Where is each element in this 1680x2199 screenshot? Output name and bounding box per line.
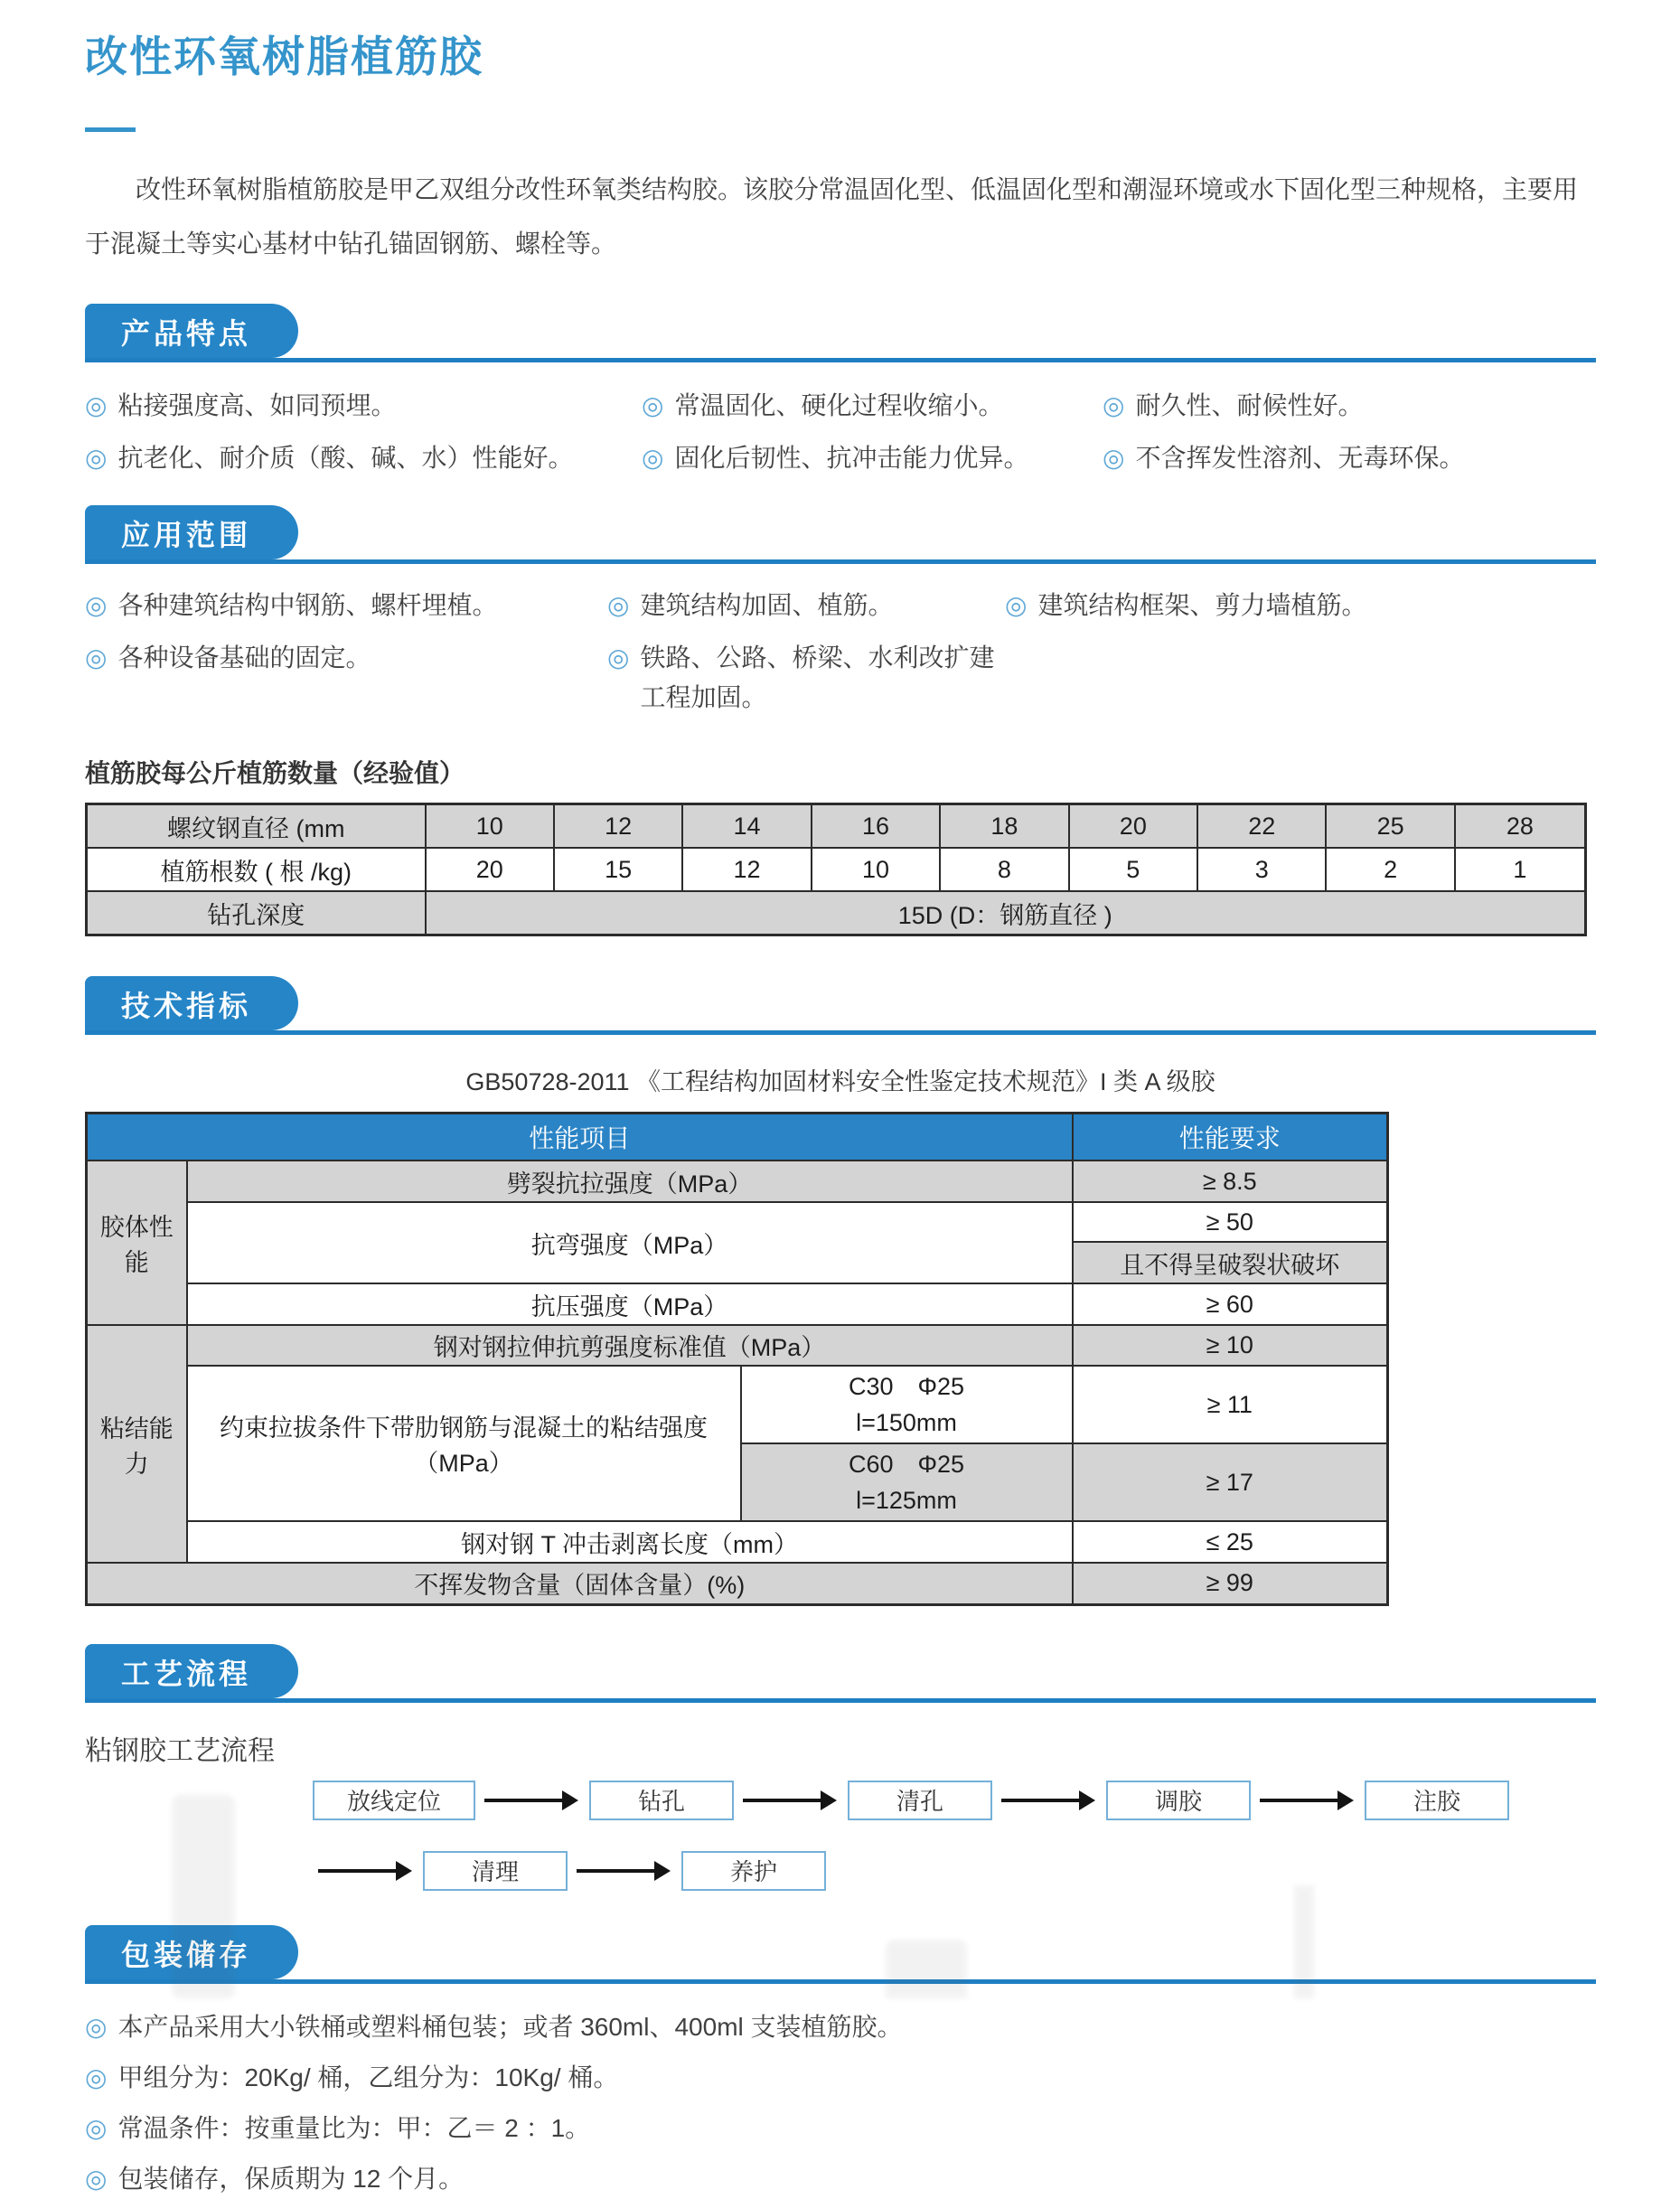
ring-bullet-icon: ◎ [85,391,108,419]
list-item [85,438,642,478]
ring-bullet-icon: ◎ [85,2012,108,2041]
application-text: 建筑结构加固、植筋。 [640,591,894,619]
feature-text: 常温固化、硬化过程收缩小。 [674,391,1004,419]
requirement-value: 且不得呈破裂状破坏 [1073,1242,1388,1283]
cell: 20 [1069,804,1197,849]
property-label: 抗压强度（MPa） [187,1283,1073,1325]
list-item [85,2159,1596,2199]
packaging-text: 包装储存，保质期为 12 个月。 [117,2164,465,2193]
flow-arrow-icon [743,1799,821,1802]
property-label: 抗弯强度（MPa） [187,1202,1073,1283]
cell: 3 [1197,848,1326,891]
features-badge: 产品特点 [85,304,298,358]
list-item [607,638,1005,718]
list-item [1103,386,1596,426]
cell: 15 [554,848,682,891]
section-packaging-header [85,1925,1596,1984]
tech-badge: 技术指标 [85,976,298,1030]
packaging-text: 常温条件：按重量比为：甲：乙＝ 2 ：1。 [117,2113,591,2142]
ring-bullet-icon: ◎ [642,391,664,419]
list-item [85,2007,1596,2047]
group-label: 胶体性能 [87,1161,187,1325]
process-flow-row2 [309,1849,1596,1893]
cell: 25 [1326,804,1454,849]
ring-bullet-icon: ◎ [85,2113,108,2142]
ring-bullet-icon: ◎ [642,444,664,472]
table-row [87,1521,1388,1563]
cell: 5 [1069,848,1197,891]
feature-text: 粘接强度高、如同预埋。 [117,391,397,419]
property-label: 不挥发物含量（固体含量）(%) [87,1563,1073,1604]
property-label: 劈裂抗拉强度（MPa） [187,1161,1073,1202]
column-header: 性能要求 [1073,1114,1388,1161]
cell: 12 [682,848,811,891]
list-item [642,386,1103,426]
table-row [87,1161,1388,1202]
applications-list [85,586,1596,718]
cell: 28 [1455,804,1586,849]
table-row [87,1366,1388,1443]
cell: 20 [426,848,554,891]
rebar-table-title: 植筋胶每公斤植筋数量（经验值） [85,759,465,787]
flow-arrow-icon [1001,1799,1079,1802]
flow-step: 放线定位 [313,1781,475,1820]
ring-bullet-icon: ◎ [1103,444,1125,472]
table-row [87,1283,1388,1325]
ring-bullet-icon: ◎ [1005,591,1028,619]
application-text: 建筑结构框架、剪力墙植筋。 [1037,591,1367,619]
feature-text: 固化后韧性、抗冲击能力优异。 [674,444,1029,472]
list-item [642,438,1103,478]
condition-line: C60 Φ25 [848,1451,965,1478]
list-item [85,2109,1596,2148]
packaging-list [85,2007,1596,2199]
section-features-header [85,304,1596,362]
condition-line: l=150mm [856,1409,957,1436]
flow-step: 注胶 [1365,1781,1509,1820]
page-title: 改性环氧树脂植筋胶 [85,33,483,80]
property-label: 钢对钢拉伸抗剪强度标准值（MPa） [187,1325,1073,1366]
ring-bullet-icon: ◎ [607,591,630,619]
application-text: 铁路、公路、桥梁、水利改扩建工程加固。 [640,644,995,711]
table-row [87,1325,1388,1366]
application-text: 各种设备基础的固定。 [117,644,371,672]
ring-bullet-icon: ◎ [85,644,108,672]
table-row [87,891,1586,935]
process-flow-row1 [313,1779,1596,1822]
table-row [87,804,1586,849]
requirement-value: ≥ 99 [1073,1563,1388,1604]
list-item [607,586,1005,625]
background-watermark [172,1795,235,1998]
list-item [85,386,642,426]
cell: 2 [1326,848,1454,891]
cell: 14 [682,804,811,849]
flow-arrow-icon [318,1869,396,1873]
cell: 16 [812,804,940,849]
feature-text: 耐久性、耐候性好。 [1135,391,1364,419]
feature-text: 抗老化、耐介质（酸、碱、水）性能好。 [117,444,574,472]
list-item [1103,438,1596,478]
cell: 8 [940,848,1068,891]
cell: 10 [812,848,940,891]
section-applications-header [85,505,1596,564]
requirement-value: ≥ 60 [1073,1283,1388,1325]
property-label: 钢对钢 T 冲击剥离长度（mm） [187,1521,1073,1563]
applications-badge: 应用范围 [85,505,298,559]
rebar-count-table [85,803,1587,936]
packaging-badge: 包装储存 [85,1925,298,1979]
ring-bullet-icon: ◎ [85,2164,108,2193]
group-label: 粘结能力 [87,1325,187,1563]
process-badge: 工艺流程 [85,1644,298,1698]
flow-step: 清孔 [848,1781,992,1820]
ring-bullet-icon: ◎ [1103,391,1125,419]
condition-line: l=125mm [856,1487,957,1514]
table-row [87,1563,1388,1604]
packaging-text: 本产品采用大小铁桶或塑料桶包装；或者 360ml、400ml 支装植筋胶。 [117,2012,903,2041]
flow-arrow-icon [484,1799,562,1802]
ring-bullet-icon: ◎ [85,591,108,619]
features-list [85,386,1596,478]
packaging-text: 甲组分为：20Kg/ 桶，乙组分为：10Kg/ 桶。 [117,2063,619,2091]
intro-paragraph: 改性环氧树脂植筋胶是甲乙双组分改性环氧类结构胶。该胶分常温固化型、低温固化型和潮湿环境或水下固化型三种规格，主要用于混凝土等实心基材中钻孔锚固钢筋、螺栓等。 [85,175,1579,258]
tech-spec-table [85,1112,1389,1606]
ring-bullet-icon: ◎ [85,2063,108,2091]
condition-cell [741,1443,1073,1521]
cell: 22 [1197,804,1326,849]
cell: 1 [1455,848,1586,891]
table-row [87,1202,1388,1242]
row-label: 植筋根数 ( 根 /kg) [87,848,426,891]
cell: 15D (D：钢筋直径 ) [426,891,1586,935]
condition-cell [741,1366,1073,1443]
section-tech-header [85,976,1596,1035]
cell: 12 [554,804,682,849]
list-item [1005,586,1596,625]
title-underline [85,127,136,132]
list-item [85,586,607,625]
requirement-value: ≥ 8.5 [1073,1161,1388,1202]
table-row [87,1114,1388,1161]
ring-bullet-icon: ◎ [85,444,108,472]
background-watermark [886,1940,967,1998]
list-item [85,638,607,718]
flow-step: 调胶 [1106,1781,1251,1820]
process-subtitle: 粘钢胶工艺流程 [85,1735,275,1766]
table-row [87,848,1586,891]
flow-step: 养护 [681,1851,826,1891]
property-label: 约束拉拔条件下带肋钢筋与混凝土的粘结强度（MPa） [187,1366,741,1521]
background-watermark [1294,1885,1314,1998]
list-item [85,2058,1596,2098]
flow-arrow-icon [577,1869,654,1873]
requirement-value: ≥ 11 [1073,1366,1388,1443]
cell: 10 [426,804,554,849]
flow-step: 清理 [423,1851,568,1891]
feature-text: 不含挥发性溶剂、无毒环保。 [1135,444,1465,472]
flow-arrow-icon [1260,1799,1337,1802]
ring-bullet-icon: ◎ [607,644,630,672]
flow-step: 钻孔 [589,1781,734,1820]
condition-line: C30 Φ25 [848,1373,965,1400]
column-header: 性能项目 [87,1114,1073,1161]
standard-note: GB50728-2011 《工程结构加固材料安全性鉴定技术规范》I 类 A 级胶 [465,1068,1215,1095]
row-label: 钻孔深度 [87,891,426,935]
requirement-value: ≥ 50 [1073,1202,1388,1242]
application-text: 各种建筑结构中钢筋、螺杆埋植。 [117,591,498,619]
section-process-header [85,1644,1596,1703]
cell: 18 [940,804,1068,849]
row-label: 螺纹钢直径 (mm [87,804,426,849]
requirement-value: ≥ 10 [1073,1325,1388,1366]
requirement-value: ≥ 17 [1073,1443,1388,1521]
requirement-value: ≤ 25 [1073,1521,1388,1563]
